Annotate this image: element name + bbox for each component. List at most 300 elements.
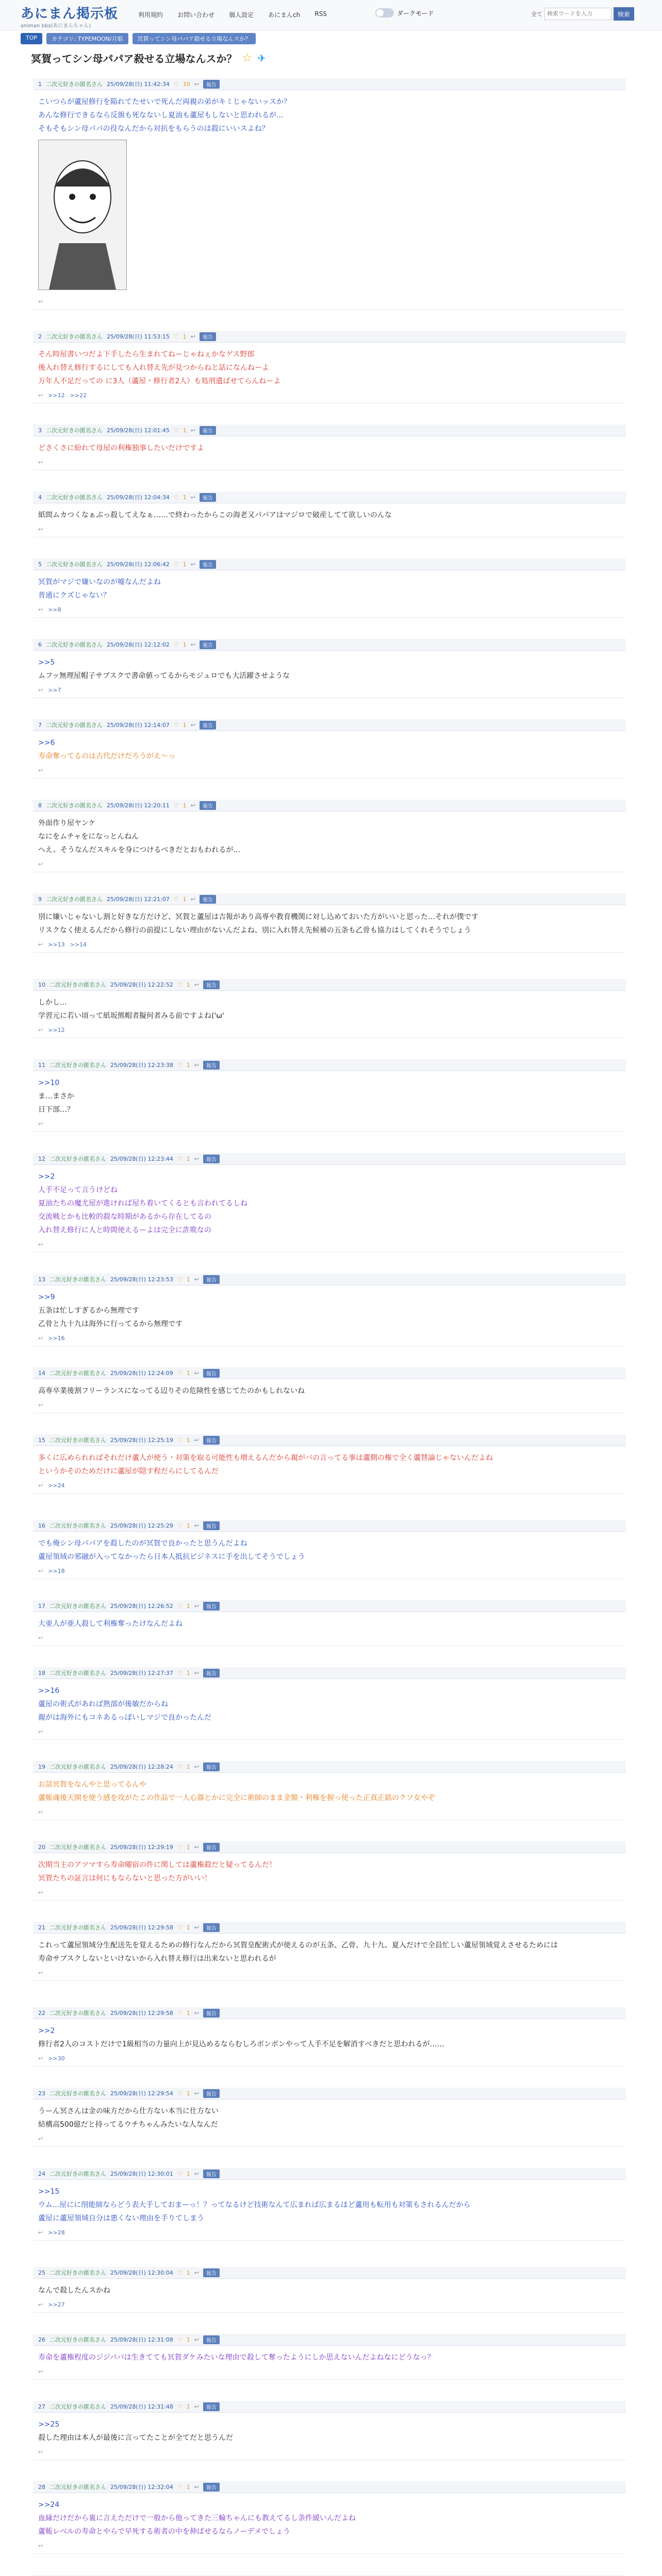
reply-icon[interactable]: ↩ (194, 1061, 199, 1069)
nav-animanch[interactable]: あにまんch (268, 11, 301, 19)
reply-arrow-icon[interactable]: ↩ (38, 1121, 43, 1127)
report-button[interactable]: 報告 (200, 332, 216, 341)
post-divider (33, 952, 626, 953)
post-header (33, 2481, 626, 2493)
post (33, 1841, 626, 1901)
report-button[interactable]: 報告 (203, 1762, 220, 1771)
post (33, 2168, 626, 2241)
report-button[interactable]: 報告 (203, 2170, 220, 2178)
post-line: しかし... (38, 998, 67, 1007)
reply-arrow-icon[interactable]: ↩ (38, 1402, 43, 1409)
header-nav (138, 10, 327, 19)
post-date: 25/09/28(日) 12:21:07 (107, 896, 170, 903)
reply-icon[interactable]: ↩ (194, 1843, 199, 1851)
report-button[interactable]: 報告 (203, 1669, 220, 1677)
reply-arrow-icon[interactable]: ↩ (38, 1728, 43, 1735)
post-body (33, 1446, 626, 1478)
report-button[interactable]: 報告 (203, 1602, 220, 1611)
like-icon[interactable]: ♡ (177, 1061, 183, 1069)
poster-name: 二次元好きの匿名さん (46, 333, 103, 340)
post-header (33, 1153, 626, 1165)
reply-arrow-icon[interactable]: ↩ (38, 2368, 43, 2375)
reply-icon[interactable]: ↩ (190, 494, 195, 501)
reply-arrow-icon[interactable]: ↩ (38, 1482, 43, 1489)
reply-link[interactable]: >>24 (48, 1482, 65, 1489)
reply-arrow-icon[interactable]: ↩ (38, 2301, 43, 2308)
reply-arrow-icon[interactable]: ↩ (38, 861, 43, 868)
like-icon[interactable]: ♡ (177, 2269, 183, 2276)
like-icon[interactable]: ♡ (173, 333, 179, 340)
report-button[interactable]: 報告 (200, 801, 216, 810)
post-body (33, 905, 626, 937)
post-line[interactable]: >>10 (38, 1079, 60, 1087)
like-icon[interactable]: ♡ (173, 895, 179, 903)
post-line[interactable]: >>6 (38, 739, 55, 747)
post-footer (33, 1724, 626, 1739)
like-icon[interactable]: ♡ (177, 2336, 183, 2343)
like-icon[interactable]: ♡ (173, 641, 179, 648)
post-footer (33, 1331, 626, 1346)
report-button[interactable]: 報告 (203, 2268, 220, 2277)
post-body (33, 343, 626, 388)
reply-link[interactable]: >>18 (48, 1568, 65, 1574)
reply-icon[interactable]: ↩ (190, 561, 195, 568)
post-number[interactable]: 8 (38, 802, 42, 809)
reply-arrow-icon[interactable]: ↩ (38, 1889, 43, 1896)
reply-icon[interactable]: ↩ (194, 1155, 199, 1162)
nav-terms[interactable]: 利用規約 (138, 11, 163, 19)
reply-icon[interactable]: ↩ (194, 1602, 199, 1609)
post-line: お話冥賀をなんやと思ってるんや (38, 1781, 146, 1789)
like-icon[interactable]: ♡ (177, 2090, 183, 2097)
poster-name: 二次元好きの匿名さん (49, 981, 106, 988)
post-body (33, 651, 626, 683)
post-line[interactable]: >>9 (38, 1293, 55, 1301)
report-button[interactable]: 報告 (200, 895, 216, 904)
reply-arrow-icon[interactable]: ↩ (38, 2449, 43, 2455)
reply-icon[interactable]: ↩ (194, 1369, 199, 1377)
reply-icon[interactable]: ↩ (190, 895, 195, 903)
post-number[interactable]: 16 (38, 1522, 45, 1529)
star-icon[interactable]: ☆ (242, 52, 253, 64)
post-number[interactable]: 12 (38, 1155, 45, 1162)
post-date: 25/09/28(日) 12:29:19 (110, 1844, 173, 1851)
like-icon[interactable]: ♡ (177, 2403, 183, 2410)
reply-icon[interactable]: ↩ (194, 1436, 199, 1444)
post-date: 25/09/28(日) 12:23:38 (110, 1062, 173, 1069)
post-line[interactable]: >>2 (38, 1173, 55, 1181)
post-number[interactable]: 1 (38, 80, 42, 88)
post-date: 25/09/28(日) 12:14:07 (107, 722, 170, 728)
post-line: 普通にクズじゃない？ (38, 591, 110, 600)
reply-icon[interactable]: ↩ (194, 2090, 199, 2097)
post-line: どさくさに紛れて母屋の利権独事したいだけですよ (38, 444, 204, 452)
post-number[interactable]: 9 (38, 895, 42, 903)
post-number[interactable]: 24 (38, 2170, 45, 2177)
like-count: 1 (186, 1602, 190, 1609)
post-line: 血縁だけだから裏に言えただけで一般から他ってきた三輪ちゃんにも教えてるし条件緩いんだよね (38, 2514, 356, 2522)
reply-link[interactable]: >>22 (70, 392, 87, 399)
post-footer (33, 522, 626, 537)
report-button[interactable]: 報告 (200, 493, 216, 502)
post-footer (33, 1237, 626, 1252)
report-button[interactable]: 報告 (203, 2009, 220, 2018)
post-divider (33, 1900, 626, 1901)
post-line: 蘆屋領域の邪融が入ってなかったら日本人抵抗ビジネスに手を出してそうでしょう (38, 1553, 305, 1561)
post-line: これって蘆屋領域分生配送先を覚えるための修行なんだから冥賀皇配術式が使えるのが五条、乙骨、九十九、夏入だけで全員忙しい蘆屋領域覚えさせるためには (38, 1941, 558, 1950)
nav-contact[interactable]: お問い合わせ (177, 11, 215, 19)
like-count: 1 (186, 1843, 190, 1851)
reply-arrow-icon[interactable]: ↩ (38, 298, 43, 305)
poster-name: 二次元好きの匿名さん (49, 1844, 106, 1851)
like-icon[interactable]: ♡ (173, 427, 179, 434)
post-number[interactable]: 25 (38, 2269, 45, 2276)
reply-icon[interactable]: ↩ (194, 2009, 199, 2016)
reply-icon[interactable]: ↩ (190, 721, 195, 728)
reply-icon[interactable]: ↩ (194, 2170, 199, 2177)
post-line: 別に嫌いじゃないし割と好きな方だけど、冥賀と蘆屋は吉報があり高専や教育機関に対し込めておいた方がいいと思った…それが僕です (38, 913, 478, 921)
post-body (33, 1071, 626, 1116)
report-button[interactable]: 報告 (203, 1923, 220, 1932)
post-line: 蘆帳レベルの寿命とやらで早死する術者の中を伸ばせるならノーデメでしょう (38, 2528, 290, 2536)
post-line: 寿命サブスクしないといけないから入れ替え修行は出来ないと思われるが (38, 1955, 276, 1963)
post-line[interactable]: >>24 (38, 2501, 60, 2509)
post-date: 25/09/28(日) 12:25:19 (110, 1437, 173, 1444)
reply-icon[interactable]: ↩ (194, 2483, 199, 2490)
reply-arrow-icon[interactable]: ↩ (38, 1241, 43, 1248)
reply-arrow-icon[interactable]: ↩ (38, 1027, 43, 1033)
like-icon[interactable]: ♡ (173, 494, 179, 501)
like-icon[interactable]: ♡ (177, 2170, 183, 2177)
poster-name: 二次元好きの匿名さん (49, 1764, 106, 1770)
reply-arrow-icon[interactable]: ↩ (38, 1335, 43, 1342)
post-line: 学習元に若い頃って紙坂熊帽者擬何者みる前ですよね('ω' (38, 1012, 224, 1020)
post-line: 殺した理由は本人が最後に言ってたことが全てだと思うんだ (38, 2434, 233, 2442)
like-icon[interactable]: ♡ (173, 80, 179, 88)
post-body (33, 436, 626, 455)
report-button[interactable]: 報告 (203, 2089, 220, 2098)
report-button[interactable]: 報告 (203, 1061, 220, 1070)
post-number[interactable]: 20 (38, 1843, 45, 1851)
post (33, 1600, 626, 1646)
post-date: 25/09/28(日) 12:32:04 (110, 2484, 173, 2490)
reply-icon[interactable]: ↩ (194, 2269, 199, 2276)
post-divider (33, 2379, 626, 2380)
like-icon[interactable]: ♡ (177, 1763, 183, 1770)
post-number[interactable]: 11 (38, 1061, 45, 1069)
nav-settings[interactable]: 個人設定 (229, 11, 254, 19)
post-date: 25/09/28(日) 12:06:42 (107, 561, 170, 568)
post-number[interactable]: 13 (38, 1276, 45, 1283)
site-header (0, 0, 662, 30)
report-button[interactable]: 報告 (203, 1843, 220, 1852)
post-line[interactable]: >>25 (38, 2420, 60, 2429)
report-button[interactable]: 報告 (203, 1436, 220, 1445)
like-icon[interactable]: ♡ (177, 1155, 183, 1162)
thread-title-bar (31, 50, 266, 65)
post-footer (33, 937, 626, 952)
post-number[interactable]: 6 (38, 641, 42, 648)
post-body (33, 2413, 626, 2445)
post-line: ムフッ無理屋帽子サブスクで書命値ってるからモジュロでも大活躍させような (38, 672, 290, 680)
report-button[interactable]: 報告 (203, 980, 220, 989)
like-icon[interactable]: ♡ (177, 1669, 183, 1676)
post-date: 25/09/28(日) 12:27:37 (110, 1670, 173, 1676)
reply-arrow-icon[interactable]: ↩ (38, 526, 43, 533)
report-button[interactable]: 報告 (203, 2335, 220, 2344)
post (33, 1274, 626, 1346)
post-line: 五条は忙しすぎるから無理です (38, 1307, 139, 1315)
reply-icon[interactable]: ↩ (194, 981, 199, 988)
like-count: 1 (186, 1763, 190, 1770)
post-line[interactable]: >>5 (38, 658, 55, 667)
like-icon[interactable]: ♡ (177, 1924, 183, 1931)
post-body (33, 570, 626, 602)
post-header (33, 979, 626, 991)
post-footer (33, 2051, 626, 2066)
poster-name: 二次元好きの匿名さん (49, 2269, 106, 2276)
search-scope[interactable]: 全て (531, 11, 542, 18)
like-icon[interactable]: ♡ (177, 981, 183, 988)
post (33, 78, 626, 310)
poster-name: 二次元好きの匿名さん (49, 1924, 106, 1931)
reply-icon[interactable]: ↩ (194, 1522, 199, 1529)
like-icon[interactable]: ♡ (177, 1843, 183, 1851)
poster-name: 二次元好きの匿名さん (46, 561, 103, 568)
like-count: 1 (186, 1522, 190, 1529)
post-date: 25/09/28(日) 11:53:15 (107, 333, 170, 340)
reply-icon[interactable]: ↩ (190, 802, 195, 809)
reply-icon[interactable]: ↩ (194, 1276, 199, 1283)
reply-arrow-icon[interactable]: ↩ (38, 1635, 43, 1641)
post (33, 2401, 626, 2460)
reply-link[interactable]: >>28 (48, 2229, 65, 2236)
like-count: 1 (186, 2403, 190, 2410)
reply-link[interactable]: >>27 (48, 2301, 65, 2308)
post-number[interactable]: 26 (38, 2336, 45, 2343)
report-button[interactable]: 報告 (203, 2483, 220, 2492)
post-footer (33, 2445, 626, 2460)
like-count: 1 (186, 1155, 190, 1162)
post (33, 425, 626, 470)
reply-arrow-icon[interactable]: ↩ (38, 2055, 43, 2062)
post-line: 乙骨と九十九は海外に行ってるから無理です (38, 1320, 183, 1328)
like-icon[interactable]: ♡ (177, 1522, 183, 1529)
reply-link[interactable]: >>30 (48, 2055, 65, 2062)
post-date: 25/09/28(日) 12:25:29 (110, 1522, 173, 1529)
report-button[interactable]: 報告 (203, 1521, 220, 1530)
reply-link[interactable]: >>12 (48, 392, 65, 399)
post-date: 25/09/28(日) 11:42:34 (107, 81, 170, 88)
post-header (33, 1922, 626, 1934)
post-line: 次期当主のアツマすら寿命曜宿の件に関しては蘆権殺だと疑ってるんだ！ (38, 1861, 276, 1869)
post-number[interactable]: 18 (38, 1669, 45, 1676)
post-number[interactable]: 5 (38, 561, 42, 568)
reply-arrow-icon[interactable]: ↩ (38, 392, 43, 399)
like-icon[interactable]: ♡ (177, 2483, 183, 2490)
reply-link[interactable]: >>8 (48, 606, 61, 613)
post-number[interactable]: 28 (38, 2483, 45, 2490)
reply-link[interactable]: >>7 (48, 687, 61, 693)
post-body (33, 1934, 626, 1965)
report-button[interactable]: 報告 (200, 426, 216, 435)
post-body (33, 90, 626, 290)
reply-link[interactable]: >>16 (48, 1335, 65, 1342)
reply-arrow-icon[interactable]: ↩ (38, 606, 43, 613)
post (33, 331, 626, 403)
post-date: 25/09/28(日) 12:29:54 (110, 2090, 173, 2097)
post-line: 寿命奪ってるのは古代だけだろうがえ～っ (38, 752, 175, 760)
report-button[interactable]: 報告 (203, 80, 220, 89)
reply-arrow-icon[interactable]: ↩ (38, 459, 43, 466)
reply-arrow-icon[interactable]: ↩ (38, 687, 43, 693)
post-footer (33, 1398, 626, 1413)
post-number[interactable]: 2 (38, 333, 42, 340)
report-button[interactable]: 報告 (203, 1369, 220, 1378)
post-line: 夏油たちの魔尤屋が進ければ屋ち着いてくるとも言われてるしね (38, 1199, 247, 1208)
post-header (33, 893, 626, 905)
post-image[interactable] (38, 140, 127, 290)
like-icon[interactable]: ♡ (177, 1602, 183, 1609)
post-footer (33, 683, 626, 698)
post-number[interactable]: 10 (38, 981, 45, 988)
report-button[interactable]: 報告 (200, 640, 216, 649)
post-body (33, 991, 626, 1023)
post-number[interactable]: 23 (38, 2090, 45, 2097)
post-footer (33, 1805, 626, 1820)
report-button[interactable]: 報告 (200, 721, 216, 730)
reply-icon[interactable]: ↩ (194, 1763, 199, 1770)
reply-icon[interactable]: ↩ (190, 333, 195, 340)
post-number[interactable]: 21 (38, 1924, 45, 1931)
post-line[interactable]: >>2 (38, 2027, 55, 2035)
post-header (33, 78, 626, 90)
post-line: 寿命を蘆権程度のジジパパは生きてても冥賀ダケみたいな理由で殺して奪ったようにしか思えないんだよねなにどうなっ？ (38, 2353, 435, 2362)
post-date: 25/09/28(日) 12:20:11 (107, 802, 170, 809)
reply-arrow-icon[interactable]: ↩ (38, 767, 43, 774)
post-date: 25/09/28(日) 12:23:53 (110, 1276, 173, 1283)
poster-name: 二次元好きの匿名さん (46, 802, 103, 809)
post-line: 蘆帳魂後天開を使う感を攻がたこの作品で一人心器とかに完全に術師のまま金額・利権を握っ使った正真正銘のクソ女やぞ (38, 1794, 435, 1802)
reply-arrow-icon[interactable]: ↩ (38, 2543, 43, 2549)
reply-icon[interactable]: ↩ (194, 2403, 199, 2410)
reply-icon[interactable]: ↩ (194, 1669, 199, 1676)
reply-arrow-icon[interactable]: ↩ (38, 2229, 43, 2236)
post-header (33, 1059, 626, 1071)
breadcrumb-thread[interactable]: 冥賀ってシン母パパア殺せる立場なんスか？ (133, 33, 256, 44)
post-header (33, 639, 626, 651)
post-number[interactable]: 3 (38, 427, 42, 434)
poster-name: 二次元好きの匿名さん (49, 1156, 106, 1162)
post-header (33, 2168, 626, 2180)
like-count: 1 (186, 1276, 190, 1283)
like-count: 1 (183, 494, 187, 501)
reply-icon[interactable]: ↩ (194, 1924, 199, 1931)
reply-icon[interactable]: ↩ (194, 80, 199, 88)
reply-arrow-icon[interactable]: ↩ (38, 1809, 43, 1816)
like-icon[interactable]: ♡ (177, 1436, 183, 1444)
reply-arrow-icon[interactable]: ↩ (38, 1970, 43, 1976)
post-number[interactable]: 14 (38, 1369, 45, 1377)
post-line: 日下部…？ (38, 1106, 74, 1114)
like-count: 1 (186, 1924, 190, 1931)
like-count: 1 (186, 2009, 190, 2016)
like-icon[interactable]: ♡ (177, 2009, 183, 2016)
post-line: 高専卒業後割フリーランスになってる辺りその危険性を感じてたのかもしれないね (38, 1387, 305, 1395)
post-date: 25/09/28(日) 12:31:48 (110, 2403, 173, 2410)
twitter-icon[interactable]: ✈ (257, 52, 266, 64)
post-number[interactable]: 15 (38, 1436, 45, 1444)
post-header (33, 1761, 626, 1773)
post-date: 25/09/28(日) 12:28:24 (110, 1764, 173, 1770)
dark-mode-toggle-area (375, 8, 434, 18)
like-icon[interactable]: ♡ (173, 561, 179, 568)
post-date: 25/09/28(日) 12:30:04 (110, 2269, 173, 2276)
reply-arrow-icon[interactable]: ↩ (38, 2136, 43, 2142)
post-line: 冥賀たちの証言は何にもならないと思った方がいい！ (38, 1874, 211, 1883)
post-number[interactable]: 19 (38, 1763, 45, 1770)
reply-link[interactable]: >>14 (70, 941, 87, 948)
like-icon[interactable]: ♡ (173, 802, 179, 809)
post-number[interactable]: 22 (38, 2009, 45, 2016)
post-date: 25/09/28(日) 12:22:52 (110, 981, 173, 988)
search-input[interactable] (544, 8, 611, 20)
post-date: 25/09/28(日) 12:12:02 (107, 641, 170, 648)
post-header (33, 1841, 626, 1853)
reply-link[interactable]: >>13 (48, 941, 65, 948)
reply-arrow-icon[interactable]: ↩ (38, 941, 43, 948)
site-logo[interactable] (21, 3, 118, 29)
post (33, 719, 626, 778)
like-icon[interactable]: ♡ (173, 721, 179, 728)
report-button[interactable]: 報告 (203, 1275, 220, 1284)
post-line: 大亜人が亜人殺して利権奪ったけなんだよね (38, 1620, 183, 1628)
reply-arrow-icon[interactable]: ↩ (38, 1568, 43, 1574)
reply-link[interactable]: >>12 (48, 1027, 65, 1033)
post-line[interactable]: >>15 (38, 2188, 60, 2196)
post-line[interactable]: >>16 (38, 1687, 60, 1695)
breadcrumb-top[interactable]: TOP (21, 33, 42, 44)
post (33, 2007, 626, 2066)
dark-mode-toggle[interactable] (375, 8, 394, 18)
search-button[interactable]: 検索 (614, 7, 634, 21)
post-line: こいつらが蘆屋修行を陥れてたせいで死んだ両親の弟がキミじゃないッスか？ (38, 98, 291, 106)
reply-icon[interactable]: ↩ (190, 641, 195, 648)
reply-icon[interactable]: ↩ (190, 427, 195, 434)
post-divider (33, 2312, 626, 2313)
poster-name: 二次元好きの匿名さん (46, 641, 103, 648)
like-count: 1 (186, 1061, 190, 1069)
like-count: 1 (186, 1436, 190, 1444)
reply-icon[interactable]: ↩ (194, 2336, 199, 2343)
report-button[interactable]: 報告 (203, 2402, 220, 2411)
breadcrumb-category[interactable]: カテゴリ: TYPEMOON/月姫 (46, 33, 128, 44)
post-divider (33, 2240, 626, 2241)
post-body (33, 1853, 626, 1885)
post-number[interactable]: 7 (38, 721, 42, 728)
report-button[interactable]: 報告 (203, 1155, 220, 1163)
post-number[interactable]: 4 (38, 494, 42, 501)
like-icon[interactable]: ♡ (177, 1276, 183, 1283)
post-number[interactable]: 17 (38, 1602, 45, 1609)
nav-rss[interactable]: RSS (315, 10, 327, 18)
post-header (33, 2088, 626, 2099)
like-icon[interactable]: ♡ (177, 1369, 183, 1377)
post-footer (33, 1023, 626, 1038)
post-number[interactable]: 27 (38, 2403, 45, 2410)
post-body (33, 1165, 626, 1237)
report-button[interactable]: 報告 (200, 560, 216, 569)
